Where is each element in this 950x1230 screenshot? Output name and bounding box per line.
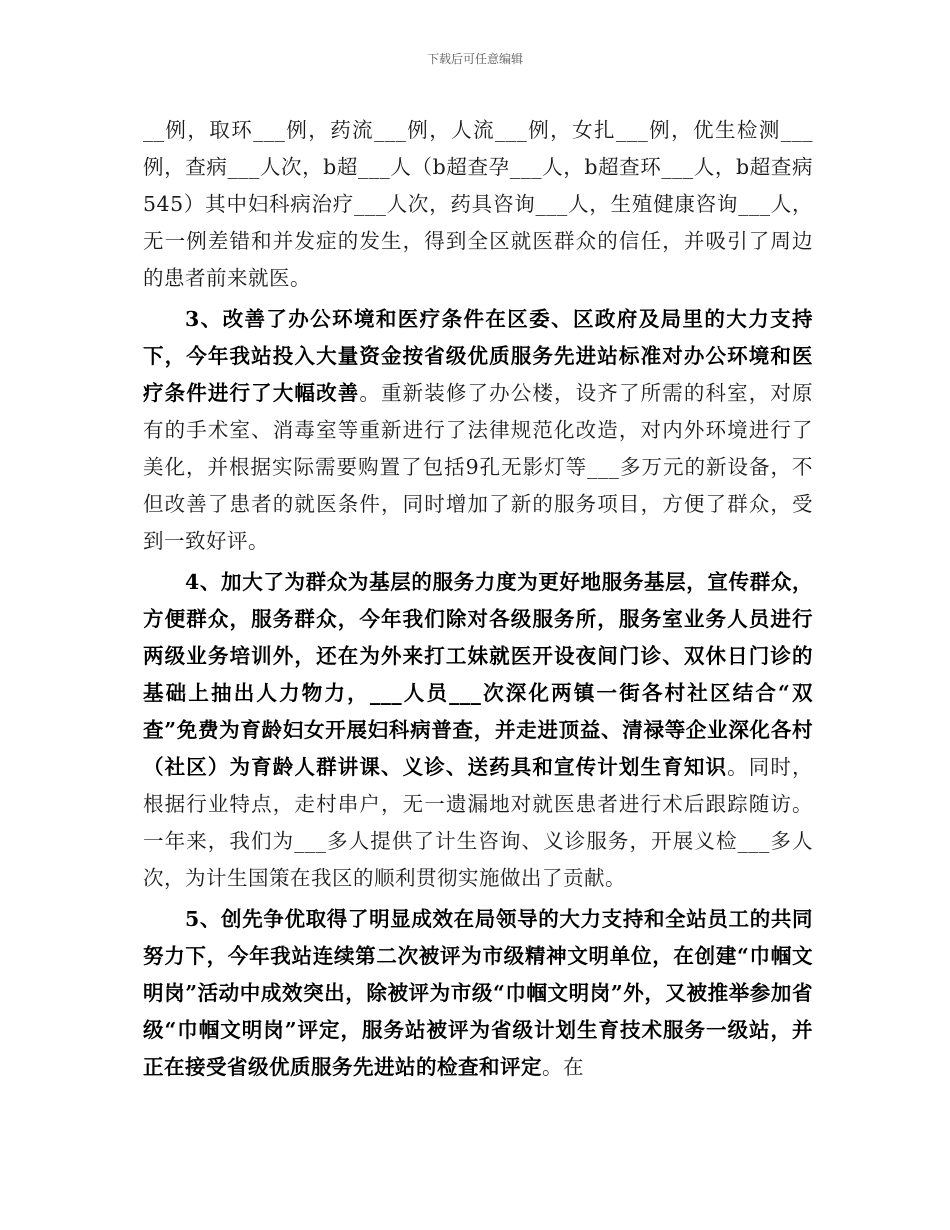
paragraph-4 [143,901,813,1086]
paragraph-4-text: 。在 [542,1055,584,1079]
paragraph-2-text: 。重新装修了办公楼，设齐了所需的科室，对原有的手术室、消毒室等重新进行了法律规范化改造，对内外环境进行了美化，并根据实际需要购置了包括9孔无影灯等___多万元的新设备，不但改善了患者的就医条件，同时增加了新的服务项目，方便了群众，受到一致好评。 [143,381,814,553]
paragraph-3-text: 。同时，根据行业特点，走村串户，无一遗漏地对就医患者进行术后跟踪随访。一年来，我们为___多人提供了计生咨询、义诊服务，开展义检___多人次，为计生国策在我区的顺利贯彻实施做出了贡献。 [143,755,814,890]
paragraph-3-heading: 4、加大了为群众为基层的服务力度为更好地服务基层，宣传群众，方便群众，服务群众，今年我们除对各级服务所，服务室业务人员进行两级业务培训外，还在为外来打工妹就医开设夜间门诊、双休日门诊的基础上抽出人力物力，___人员___次深化两镇一街各村社区结合“双查”免费为育龄妇女开展妇科病普查，并走进顶益、清禄等企业深化各村（社区）为育龄人群讲课、义诊、送药具和宣传计划生育知识 [143,570,813,779]
paragraph-2 [143,301,813,560]
page-header: 下载后可任意编辑 [426,52,523,66]
paragraph-1-text: __例，取环___例，药流___例，人流___例，女扎___例，优生检测___例，查病___人次，b超___人（b超查孕___人，b超查环___人，b超查病545）其中妇科病治疗___人次，药具咨询___人，生殖健康咨询___人，无一例差错和并发症的发生，得到全区就医群众的信任，并吸引了周边的患者前来就医。 [143,118,813,290]
paragraph-2-heading: 3、改善了办公环境和医疗条件在区委、区政府及局里的大力支持下，今年我站投入大量资金按省级优质服务先进站标准对办公环境和医疗条件进行了大幅改善 [143,307,813,405]
paragraph-3 [143,564,813,897]
paragraph-1 [143,112,813,297]
paragraph-4-heading: 5、创先争优取得了明显成效在局领导的大力支持和全站员工的共同努力下，今年我站连续第二次被评为市级精神文明单位，在创建“巾帼文明岗”活动中成效突出，除被评为市级“巾帼文明岗”外，又被推举参加省级“巾帼文明岗”评定，服务站被评为省级计划生育技术服务一级站，并正在接受省级优质服务先进站的检查和评定 [143,907,813,1079]
document-body [143,112,813,1086]
